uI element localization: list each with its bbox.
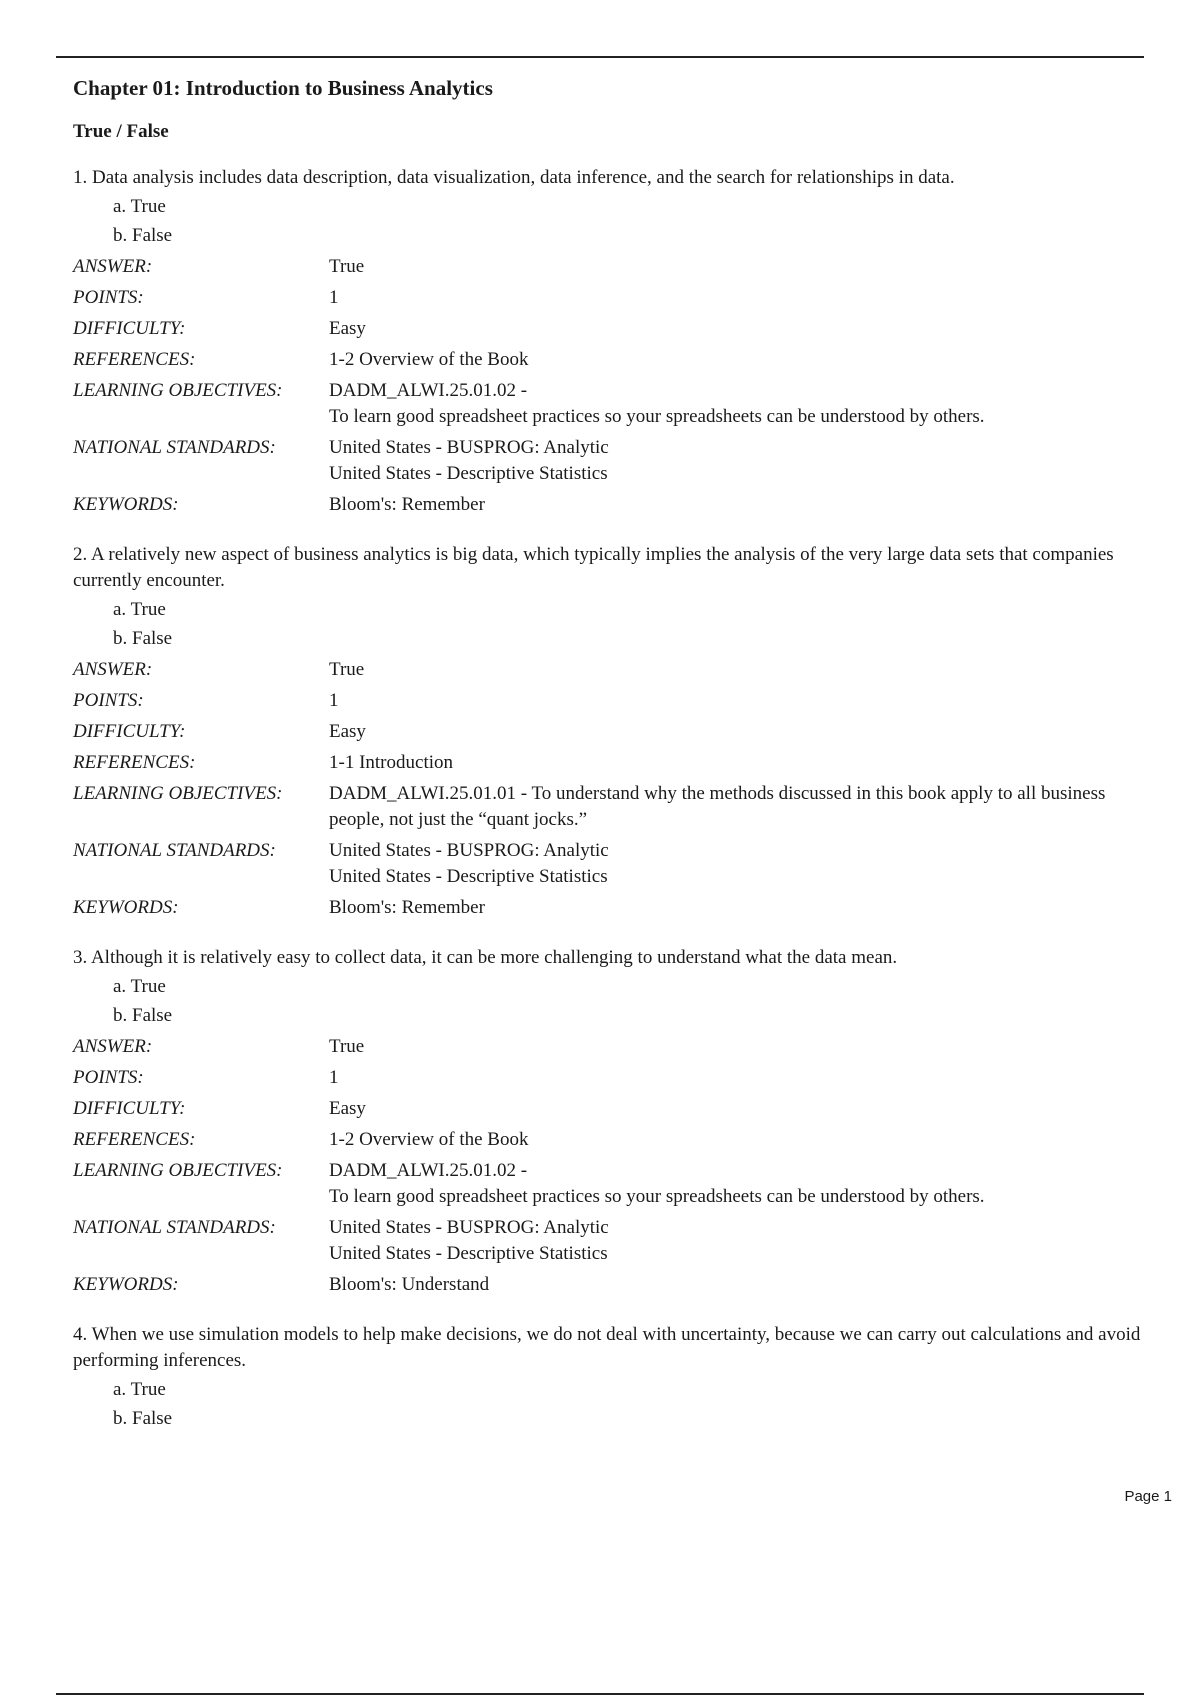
points-row xyxy=(73,688,1163,714)
answer-label: ANSWER: xyxy=(73,256,153,277)
page-number: Page 1 xyxy=(1124,1488,1172,1505)
keywords-row xyxy=(73,1272,1163,1298)
learning-objectives-value xyxy=(329,1158,1163,1210)
answer-option: a. True xyxy=(113,1379,166,1400)
national-standards-line: United States - BUSPROG: Analytic xyxy=(329,1217,609,1238)
question-text: 1. Data analysis includes data description, data visualization, data inference, and the search for relationships in data. xyxy=(73,167,955,188)
references-label: REFERENCES: xyxy=(73,1129,196,1150)
references-row xyxy=(73,347,1163,373)
national-standards-line: United States - Descriptive Statistics xyxy=(329,463,608,484)
answer-option: b. False xyxy=(113,628,173,649)
difficulty-value: Easy xyxy=(329,721,366,742)
references-label: REFERENCES: xyxy=(73,349,196,370)
references-value: 1-2 Overview of the Book xyxy=(329,1129,529,1150)
learning-objectives-label: LEARNING OBJECTIVES: xyxy=(73,783,283,804)
national-standards-value xyxy=(329,1215,1163,1267)
keywords-value: Bloom's: Remember xyxy=(329,494,485,515)
learning-objectives-line: DADM_ALWI.25.01.02 - xyxy=(329,1160,528,1181)
national-standards-line: United States - Descriptive Statistics xyxy=(329,866,608,887)
question-block xyxy=(73,1322,1163,1432)
difficulty-label: DIFFICULTY: xyxy=(73,1098,186,1119)
learning-objectives-line: DADM_ALWI.25.01.02 - xyxy=(329,380,528,401)
points-value: 1 xyxy=(329,1067,339,1088)
answer-option: b. False xyxy=(113,1408,173,1429)
references-row xyxy=(73,750,1163,776)
references-value: 1-1 Introduction xyxy=(329,752,454,773)
national-standards-line: United States - BUSPROG: Analytic xyxy=(329,437,609,458)
question-list xyxy=(73,165,1163,1432)
national-standards-label: NATIONAL STANDARDS: xyxy=(73,840,276,861)
learning-objectives-line: To learn good spreadsheet practices so your spreadsheets can be understood by others. xyxy=(329,406,985,427)
points-row xyxy=(73,285,1163,311)
answer-value: True xyxy=(329,659,365,680)
references-value: 1-2 Overview of the Book xyxy=(329,349,529,370)
difficulty-row xyxy=(73,316,1163,342)
answer-option: a. True xyxy=(113,976,166,997)
document-body xyxy=(73,74,1163,1456)
question-text: 3. Although it is relatively easy to collect data, it can be more challenging to understand what the data mean. xyxy=(73,947,898,968)
references-label: REFERENCES: xyxy=(73,752,196,773)
national-standards-row xyxy=(73,838,1163,890)
learning-objectives-label: LEARNING OBJECTIVES: xyxy=(73,1160,283,1181)
learning-objectives-value xyxy=(329,781,1163,833)
national-standards-row xyxy=(73,435,1163,487)
points-label: POINTS: xyxy=(73,1067,144,1088)
learning-objectives-row xyxy=(73,1158,1163,1210)
keywords-label: KEYWORDS: xyxy=(73,1274,179,1295)
national-standards-value xyxy=(329,838,1163,890)
section-title: True / False xyxy=(73,121,169,142)
keywords-value: Bloom's: Remember xyxy=(329,897,485,918)
answer-option: b. False xyxy=(113,225,173,246)
points-label: POINTS: xyxy=(73,690,144,711)
keywords-label: KEYWORDS: xyxy=(73,494,179,515)
question-text: 2. A relatively new aspect of business analytics is big data, which typically implies the analysis of the very large data sets that companies currently encounter. xyxy=(73,544,1114,591)
answer-label: ANSWER: xyxy=(73,659,153,680)
learning-objectives-line: To learn good spreadsheet practices so your spreadsheets can be understood by others. xyxy=(329,1186,985,1207)
question-block xyxy=(73,945,1163,1298)
national-standards-label: NATIONAL STANDARDS: xyxy=(73,437,276,458)
answer-option: a. True xyxy=(113,599,166,620)
answer-option: a. True xyxy=(113,196,166,217)
answer-value: True xyxy=(329,1036,365,1057)
national-standards-label: NATIONAL STANDARDS: xyxy=(73,1217,276,1238)
chapter-title: Chapter 01: Introduction to Business Analytics xyxy=(73,76,493,100)
keywords-label: KEYWORDS: xyxy=(73,897,179,918)
points-value: 1 xyxy=(329,287,339,308)
national-standards-line: United States - BUSPROG: Analytic xyxy=(329,840,609,861)
references-row xyxy=(73,1127,1163,1153)
difficulty-label: DIFFICULTY: xyxy=(73,318,186,339)
answer-option: b. False xyxy=(113,1005,173,1026)
national-standards-row xyxy=(73,1215,1163,1267)
learning-objectives-label: LEARNING OBJECTIVES: xyxy=(73,380,283,401)
national-standards-value xyxy=(329,435,1163,487)
difficulty-row xyxy=(73,1096,1163,1122)
difficulty-row xyxy=(73,719,1163,745)
question-block xyxy=(73,165,1163,518)
points-value: 1 xyxy=(329,690,339,711)
question-block xyxy=(73,542,1163,921)
national-standards-line: United States - Descriptive Statistics xyxy=(329,1243,608,1264)
points-row xyxy=(73,1065,1163,1091)
keywords-row xyxy=(73,492,1163,518)
difficulty-value: Easy xyxy=(329,318,366,339)
keywords-value: Bloom's: Understand xyxy=(329,1274,490,1295)
question-text: 4. When we use simulation models to help make decisions, we do not deal with uncertainty, because we can carry out calculations and avoid performing inferences. xyxy=(73,1324,1141,1371)
answer-row xyxy=(73,254,1163,280)
points-label: POINTS: xyxy=(73,287,144,308)
answer-label: ANSWER: xyxy=(73,1036,153,1057)
learning-objectives-row xyxy=(73,781,1163,833)
bottom-rule xyxy=(56,1693,1144,1695)
difficulty-label: DIFFICULTY: xyxy=(73,721,186,742)
top-rule xyxy=(56,56,1144,58)
answer-row xyxy=(73,1034,1163,1060)
difficulty-value: Easy xyxy=(329,1098,366,1119)
learning-objectives-line: DADM_ALWI.25.01.01 - To understand why the methods discussed in this book apply to all business people, not just the “quant jocks.” xyxy=(329,783,1106,830)
answer-row xyxy=(73,657,1163,683)
keywords-row xyxy=(73,895,1163,921)
answer-value: True xyxy=(329,256,365,277)
learning-objectives-row xyxy=(73,378,1163,430)
learning-objectives-value xyxy=(329,378,1163,430)
